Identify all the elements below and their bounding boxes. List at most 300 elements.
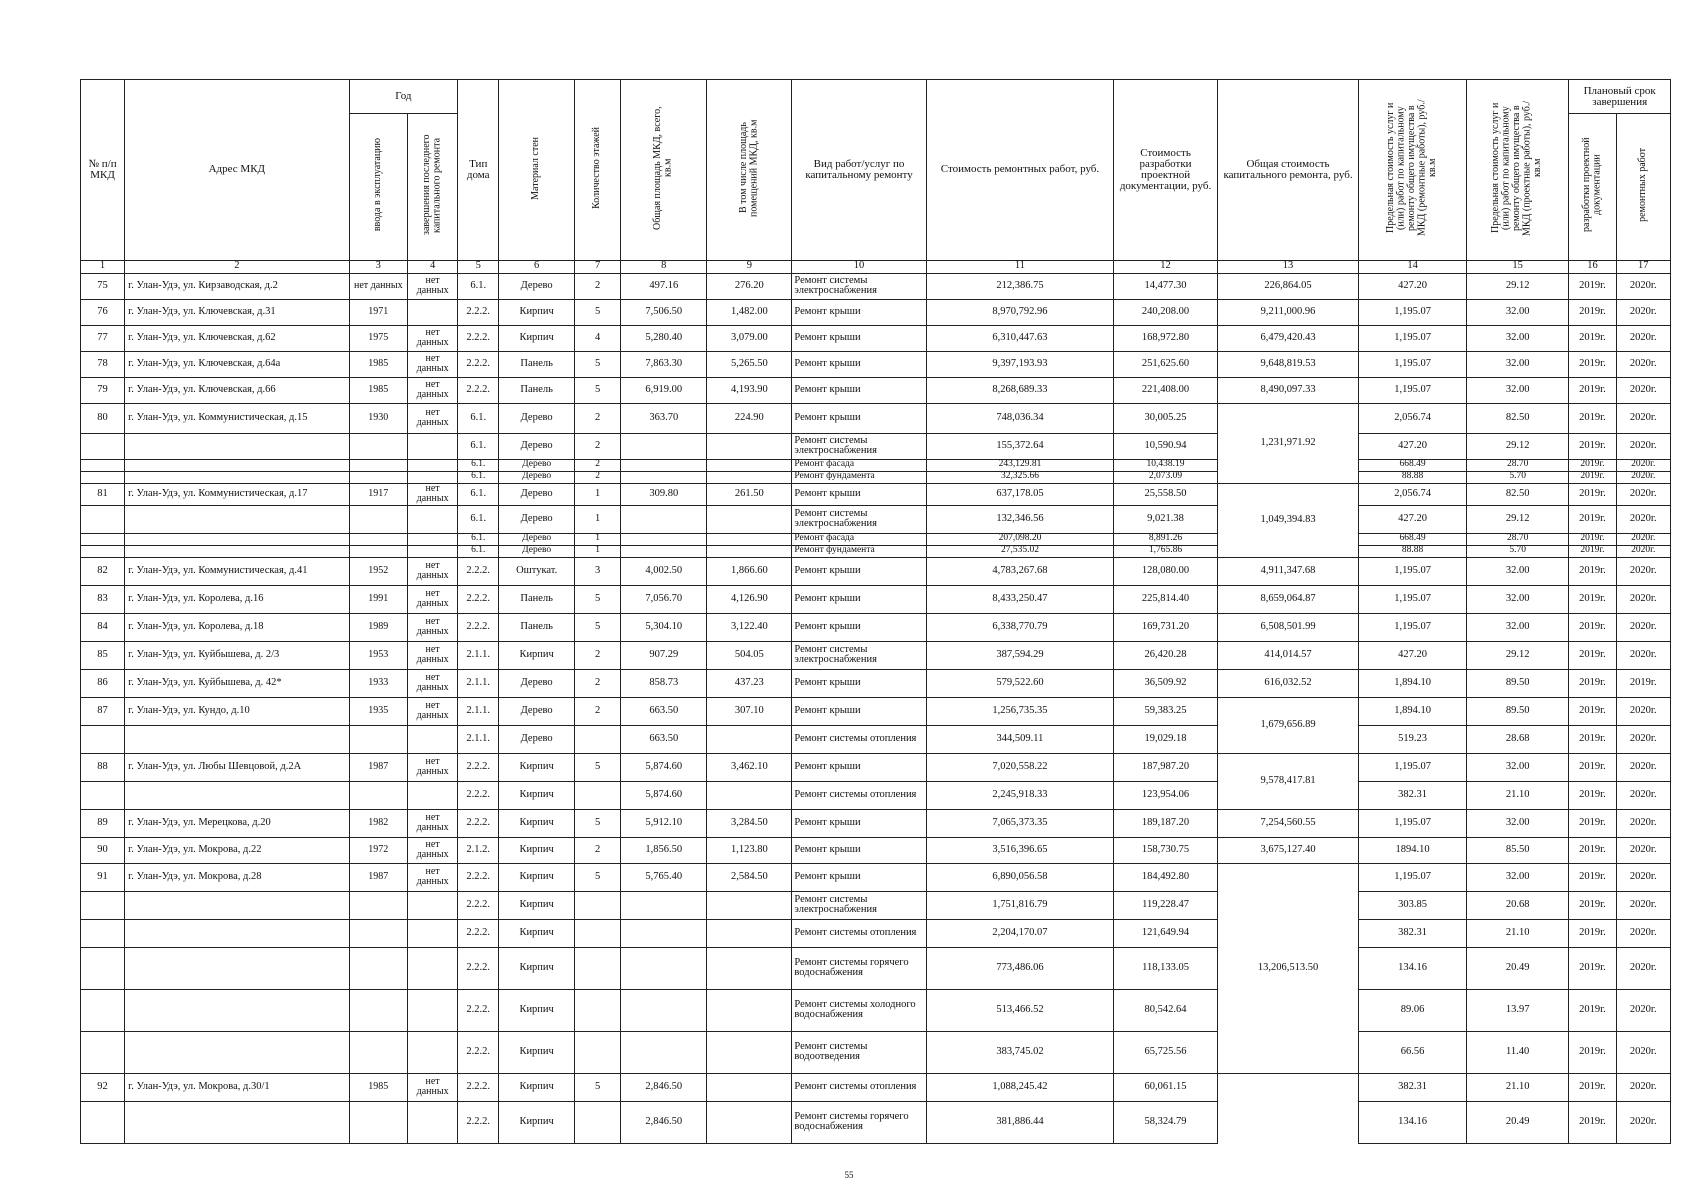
cell-num	[81, 1101, 125, 1143]
cell-address	[125, 505, 350, 533]
cell-deadline-design: 2019г.	[1569, 273, 1616, 299]
cell-work-type: Ремонт фасада	[792, 533, 926, 545]
cell-num: 76	[81, 299, 125, 325]
cell-premises-area	[707, 989, 792, 1031]
cell-repair-cost: 207,098.20	[926, 533, 1114, 545]
cell-year-commission	[349, 781, 407, 809]
cell-year-last-repair	[408, 1101, 458, 1143]
cell-total-area: 858.73	[621, 669, 707, 697]
cell-wall-material: Кирпич	[499, 1101, 575, 1143]
table-row	[81, 483, 1671, 505]
cell-limit-design: 28.70	[1466, 459, 1569, 471]
cell-total-cost: 9,578,417.81	[1217, 753, 1358, 809]
cell-premises-area: 1,866.60	[707, 557, 792, 585]
cell-design-cost: 128,080.00	[1114, 557, 1218, 585]
cell-total-cost: 414,014.57	[1217, 641, 1358, 669]
cell-repair-cost: 27,535.02	[926, 545, 1114, 557]
cell-floors: 2	[575, 669, 621, 697]
cell-year-last-repair	[408, 505, 458, 533]
cell-work-type: Ремонт системы отопления	[792, 919, 926, 947]
cell-floors: 5	[575, 585, 621, 613]
cell-deadline-design: 2019г.	[1569, 483, 1616, 505]
cell-repair-cost: 2,245,918.33	[926, 781, 1114, 809]
cell-num: 81	[81, 483, 125, 505]
cell-floors	[575, 989, 621, 1031]
cell-limit-design: 29.12	[1466, 505, 1569, 533]
table-row	[81, 989, 1671, 1031]
capital-repair-table	[80, 79, 1671, 1144]
cell-address: г. Улан-Удэ, ул. Коммунистическая, д.17	[125, 483, 350, 505]
cell-premises-area: 224.90	[707, 403, 792, 433]
cell-premises-area	[707, 1101, 792, 1143]
cell-total-cost: 616,032.52	[1217, 669, 1358, 697]
cell-work-type: Ремонт системы отопления	[792, 781, 926, 809]
cell-address	[125, 1031, 350, 1073]
cell-premises-area	[707, 891, 792, 919]
cell-premises-area: 3,079.00	[707, 325, 792, 351]
column-number: 11	[926, 260, 1114, 273]
cell-num	[81, 989, 125, 1031]
table-row	[81, 725, 1671, 753]
cell-premises-area: 261.50	[707, 483, 792, 505]
cell-deadline-design: 2019г.	[1569, 585, 1616, 613]
cell-total-cost: 8,490,097.33	[1217, 377, 1358, 403]
cell-deadline-repair: 2020г.	[1616, 697, 1670, 725]
cell-limit-repair: 2,056.74	[1359, 483, 1467, 505]
cell-house-type: 6.1.	[458, 545, 499, 557]
cell-deadline-repair: 2020г.	[1616, 433, 1670, 459]
cell-house-type: 2.2.2.	[458, 891, 499, 919]
cell-design-cost: 59,383.25	[1114, 697, 1218, 725]
cell-total-area: 5,304.10	[621, 613, 707, 641]
table-row	[81, 403, 1671, 433]
cell-limit-design: 29.12	[1466, 433, 1569, 459]
cell-address: г. Улан-Удэ, ул. Кундо, д.10	[125, 697, 350, 725]
table-row	[81, 377, 1671, 403]
cell-house-type: 2.2.2.	[458, 753, 499, 781]
cell-floors	[575, 781, 621, 809]
cell-limit-design: 32.00	[1466, 863, 1569, 891]
cell-address	[125, 1101, 350, 1143]
cell-total-cost: 1,231,971.92	[1217, 403, 1358, 483]
cell-work-type: Ремонт системы электроснабжения	[792, 641, 926, 669]
cell-floors: 5	[575, 351, 621, 377]
cell-num: 79	[81, 377, 125, 403]
cell-deadline-design: 2019г.	[1569, 725, 1616, 753]
header-total-cost: Общая стоимость капитального ремонта, руб.	[1217, 80, 1358, 261]
cell-year-commission: 1935	[349, 697, 407, 725]
cell-floors	[575, 725, 621, 753]
cell-house-type: 2.2.2.	[458, 613, 499, 641]
cell-repair-cost: 155,372.64	[926, 433, 1114, 459]
header-limit-design: Предельная стоимость услуг и (или) работ по капитальному ремонту общего имущества в МКД (проектные работы), руб./кв.м	[1466, 80, 1569, 261]
cell-limit-repair: 1,195.07	[1359, 299, 1467, 325]
cell-premises-area	[707, 919, 792, 947]
cell-year-last-repair: нет данных	[408, 273, 458, 299]
cell-address: г. Улан-Удэ, ул. Ключевская, д.66	[125, 377, 350, 403]
cell-limit-repair: 382.31	[1359, 919, 1467, 947]
cell-num: 85	[81, 641, 125, 669]
cell-total-area: 1,856.50	[621, 837, 707, 863]
cell-work-type: Ремонт системы горячего водоснабжения	[792, 947, 926, 989]
cell-num	[81, 471, 125, 483]
cell-deadline-design: 2019г.	[1569, 1031, 1616, 1073]
cell-premises-area	[707, 471, 792, 483]
cell-repair-cost: 637,178.05	[926, 483, 1114, 505]
cell-premises-area	[707, 725, 792, 753]
cell-limit-design: 20.49	[1466, 1101, 1569, 1143]
cell-design-cost: 221,408.00	[1114, 377, 1218, 403]
cell-year-commission	[349, 433, 407, 459]
cell-year-commission	[349, 891, 407, 919]
table-body	[81, 273, 1671, 1143]
cell-repair-cost: 8,970,792.96	[926, 299, 1114, 325]
cell-address: г. Улан-Удэ, ул. Мокрова, д.22	[125, 837, 350, 863]
table-row	[81, 557, 1671, 585]
cell-deadline-repair: 2020г.	[1616, 863, 1670, 891]
cell-floors: 2	[575, 471, 621, 483]
cell-total-area: 7,863.30	[621, 351, 707, 377]
cell-year-last-repair: нет данных	[408, 697, 458, 725]
cell-repair-cost: 32,325.66	[926, 471, 1114, 483]
cell-deadline-design: 2019г.	[1569, 377, 1616, 403]
cell-deadline-repair: 2020г.	[1616, 325, 1670, 351]
cell-work-type: Ремонт системы водоотведения	[792, 1031, 926, 1073]
cell-limit-repair: 668.49	[1359, 459, 1467, 471]
cell-year-commission	[349, 1101, 407, 1143]
cell-limit-design: 32.00	[1466, 585, 1569, 613]
cell-num: 75	[81, 273, 125, 299]
cell-work-type: Ремонт фундамента	[792, 545, 926, 557]
cell-design-cost: 60,061.15	[1114, 1073, 1218, 1101]
cell-total-area: 6,919.00	[621, 377, 707, 403]
cell-year-last-repair: нет данных	[408, 641, 458, 669]
cell-work-type: Ремонт крыши	[792, 557, 926, 585]
cell-work-type: Ремонт системы электроснабжения	[792, 273, 926, 299]
cell-year-last-repair	[408, 781, 458, 809]
cell-deadline-design: 2019г.	[1569, 459, 1616, 471]
cell-deadline-repair: 2020г.	[1616, 613, 1670, 641]
cell-year-commission: 1985	[349, 377, 407, 403]
table-row	[81, 299, 1671, 325]
cell-total-area	[621, 545, 707, 557]
cell-work-type: Ремонт крыши	[792, 483, 926, 505]
cell-year-last-repair	[408, 433, 458, 459]
cell-house-type: 2.1.1.	[458, 697, 499, 725]
cell-year-commission: 1985	[349, 351, 407, 377]
cell-house-type: 2.2.2.	[458, 377, 499, 403]
cell-total-area	[621, 989, 707, 1031]
cell-floors: 5	[575, 753, 621, 781]
cell-house-type: 2.2.2.	[458, 299, 499, 325]
cell-premises-area	[707, 505, 792, 533]
cell-year-commission: 1982	[349, 809, 407, 837]
header-repair-cost: Стоимость ремонтных работ, руб.	[926, 80, 1114, 261]
cell-num	[81, 725, 125, 753]
cell-design-cost: 26,420.28	[1114, 641, 1218, 669]
cell-house-type: 2.2.2.	[458, 1031, 499, 1073]
cell-work-type: Ремонт системы электроснабжения	[792, 433, 926, 459]
cell-year-last-repair: нет данных	[408, 483, 458, 505]
cell-deadline-design: 2019г.	[1569, 299, 1616, 325]
cell-year-last-repair: нет данных	[408, 585, 458, 613]
cell-limit-repair: 427.20	[1359, 433, 1467, 459]
cell-wall-material: Кирпич	[499, 947, 575, 989]
cell-limit-repair: 1,195.07	[1359, 377, 1467, 403]
table-row	[81, 947, 1671, 989]
header-limit-repair: Предельная стоимость услуг и (или) работ по капитальному ремонту общего имущества в МКД (ремонтные работы), руб./кв.м	[1359, 80, 1467, 261]
cell-premises-area	[707, 545, 792, 557]
cell-deadline-repair: 2020г.	[1616, 459, 1670, 471]
cell-house-type: 2.2.2.	[458, 1073, 499, 1101]
cell-total-area	[621, 919, 707, 947]
cell-year-last-repair	[408, 989, 458, 1031]
cell-year-commission	[349, 533, 407, 545]
cell-work-type: Ремонт крыши	[792, 809, 926, 837]
cell-total-area: 5,874.60	[621, 781, 707, 809]
cell-num: 82	[81, 557, 125, 585]
cell-deadline-repair: 2020г.	[1616, 545, 1670, 557]
cell-design-cost: 14,477.30	[1114, 273, 1218, 299]
cell-total-cost: 6,479,420.43	[1217, 325, 1358, 351]
cell-repair-cost: 8,268,689.33	[926, 377, 1114, 403]
cell-design-cost: 10,438.19	[1114, 459, 1218, 471]
cell-work-type: Ремонт крыши	[792, 377, 926, 403]
cell-deadline-design: 2019г.	[1569, 533, 1616, 545]
cell-premises-area: 3,284.50	[707, 809, 792, 837]
cell-design-cost: 119,228.47	[1114, 891, 1218, 919]
cell-num	[81, 433, 125, 459]
cell-limit-design: 32.00	[1466, 809, 1569, 837]
cell-limit-design: 5.70	[1466, 545, 1569, 557]
cell-deadline-repair: 2020г.	[1616, 585, 1670, 613]
header-year-commission: ввода в эксплуатацию	[349, 114, 407, 261]
cell-repair-cost: 4,783,267.68	[926, 557, 1114, 585]
header-wall-material: Материал стен	[499, 80, 575, 261]
cell-repair-cost: 748,036.34	[926, 403, 1114, 433]
cell-total-cost: 3,675,127.40	[1217, 837, 1358, 863]
cell-limit-repair: 88.88	[1359, 545, 1467, 557]
cell-total-area	[621, 433, 707, 459]
cell-design-cost: 251,625.60	[1114, 351, 1218, 377]
cell-premises-area: 4,193.90	[707, 377, 792, 403]
table-row	[81, 585, 1671, 613]
cell-deadline-repair: 2019г.	[1616, 669, 1670, 697]
cell-year-last-repair: нет данных	[408, 669, 458, 697]
cell-deadline-repair: 2020г.	[1616, 947, 1670, 989]
column-number: 8	[621, 260, 707, 273]
cell-address: г. Улан-Удэ, ул. Мокрова, д.30/1	[125, 1073, 350, 1101]
cell-floors: 5	[575, 377, 621, 403]
cell-limit-design: 21.10	[1466, 781, 1569, 809]
column-number: 14	[1359, 260, 1467, 273]
cell-deadline-repair: 2020г.	[1616, 557, 1670, 585]
cell-floors: 5	[575, 299, 621, 325]
cell-work-type: Ремонт крыши	[792, 753, 926, 781]
cell-year-commission: 1971	[349, 299, 407, 325]
table-row	[81, 471, 1671, 483]
cell-premises-area: 307.10	[707, 697, 792, 725]
cell-work-type: Ремонт крыши	[792, 325, 926, 351]
cell-house-type: 6.1.	[458, 433, 499, 459]
cell-deadline-design: 2019г.	[1569, 989, 1616, 1031]
cell-total-area	[621, 459, 707, 471]
cell-wall-material: Кирпич	[499, 641, 575, 669]
cell-deadline-repair: 2020г.	[1616, 403, 1670, 433]
cell-num: 77	[81, 325, 125, 351]
cell-limit-design: 28.70	[1466, 533, 1569, 545]
cell-deadline-design: 2019г.	[1569, 1101, 1616, 1143]
cell-year-commission	[349, 545, 407, 557]
cell-address: г. Улан-Удэ, ул. Ключевская, д.31	[125, 299, 350, 325]
cell-wall-material: Кирпич	[499, 863, 575, 891]
cell-year-commission: 1930	[349, 403, 407, 433]
cell-total-area: 5,280.40	[621, 325, 707, 351]
cell-premises-area: 504.05	[707, 641, 792, 669]
cell-floors: 4	[575, 325, 621, 351]
cell-year-commission: 1953	[349, 641, 407, 669]
table-row	[81, 533, 1671, 545]
cell-floors	[575, 891, 621, 919]
header-work-type: Вид работ/услуг по капитальному ремонту	[792, 80, 926, 261]
cell-total-cost: 4,911,347.68	[1217, 557, 1358, 585]
cell-year-commission: нет данных	[349, 273, 407, 299]
cell-limit-design: 13.97	[1466, 989, 1569, 1031]
table-row	[81, 641, 1671, 669]
cell-premises-area: 2,584.50	[707, 863, 792, 891]
cell-year-commission	[349, 919, 407, 947]
cell-address	[125, 545, 350, 557]
table-row	[81, 669, 1671, 697]
cell-deadline-design: 2019г.	[1569, 325, 1616, 351]
cell-work-type: Ремонт системы электроснабжения	[792, 891, 926, 919]
cell-year-last-repair: нет данных	[408, 613, 458, 641]
cell-deadline-repair: 2020г.	[1616, 273, 1670, 299]
cell-address	[125, 433, 350, 459]
cell-total-cost: 1,679,656.89	[1217, 697, 1358, 753]
cell-premises-area	[707, 1031, 792, 1073]
cell-address: г. Улан-Удэ, ул. Коммунистическая, д.41	[125, 557, 350, 585]
table-row	[81, 325, 1671, 351]
cell-total-cost: 1,049,394.83	[1217, 483, 1358, 557]
cell-premises-area: 1,123.80	[707, 837, 792, 863]
cell-deadline-repair: 2020г.	[1616, 919, 1670, 947]
cell-year-last-repair	[408, 725, 458, 753]
cell-floors: 2	[575, 403, 621, 433]
cell-wall-material: Кирпич	[499, 809, 575, 837]
cell-wall-material: Панель	[499, 613, 575, 641]
cell-repair-cost: 1,088,245.42	[926, 1073, 1114, 1101]
cell-design-cost: 10,590.94	[1114, 433, 1218, 459]
cell-num	[81, 505, 125, 533]
cell-house-type: 2.2.2.	[458, 809, 499, 837]
cell-total-area	[621, 533, 707, 545]
table-row	[81, 1031, 1671, 1073]
cell-total-area: 2,846.50	[621, 1073, 707, 1101]
cell-house-type: 2.2.2.	[458, 557, 499, 585]
cell-premises-area	[707, 1073, 792, 1101]
cell-floors	[575, 1101, 621, 1143]
cell-year-last-repair	[408, 471, 458, 483]
cell-deadline-repair: 2020г.	[1616, 781, 1670, 809]
cell-deadline-repair: 2020г.	[1616, 483, 1670, 505]
cell-num: 78	[81, 351, 125, 377]
cell-address: г. Улан-Удэ, ул. Кирзаводская, д.2	[125, 273, 350, 299]
cell-address: г. Улан-Удэ, ул. Куйбышева, д. 42*	[125, 669, 350, 697]
cell-design-cost: 123,954.06	[1114, 781, 1218, 809]
table-row	[81, 753, 1671, 781]
cell-total-area: 7,056.70	[621, 585, 707, 613]
header-deadline: Плановый срок завершения	[1569, 80, 1671, 114]
cell-total-area	[621, 505, 707, 533]
cell-deadline-repair: 2020г.	[1616, 753, 1670, 781]
cell-address	[125, 725, 350, 753]
cell-wall-material: Кирпич	[499, 837, 575, 863]
cell-wall-material: Кирпич	[499, 989, 575, 1031]
cell-address	[125, 891, 350, 919]
cell-address: г. Улан-Удэ, ул. Любы Шевцовой, д.2А	[125, 753, 350, 781]
cell-limit-design: 32.00	[1466, 351, 1569, 377]
cell-deadline-repair: 2020г.	[1616, 809, 1670, 837]
cell-limit-repair: 1,195.07	[1359, 753, 1467, 781]
cell-total-area: 363.70	[621, 403, 707, 433]
cell-deadline-repair: 2020г.	[1616, 299, 1670, 325]
cell-house-type: 2.2.2.	[458, 781, 499, 809]
column-number: 1	[81, 260, 125, 273]
cell-total-area: 497.16	[621, 273, 707, 299]
cell-year-commission: 1952	[349, 557, 407, 585]
cell-address	[125, 471, 350, 483]
cell-premises-area: 3,122.40	[707, 613, 792, 641]
cell-work-type: Ремонт фасада	[792, 459, 926, 471]
cell-design-cost: 225,814.40	[1114, 585, 1218, 613]
cell-house-type: 6.1.	[458, 505, 499, 533]
table-row	[81, 809, 1671, 837]
cell-work-type: Ремонт фундамента	[792, 471, 926, 483]
cell-limit-design: 32.00	[1466, 613, 1569, 641]
table-row	[81, 1101, 1671, 1143]
cell-deadline-design: 2019г.	[1569, 613, 1616, 641]
cell-work-type: Ремонт крыши	[792, 697, 926, 725]
cell-year-commission	[349, 459, 407, 471]
cell-deadline-repair: 2020г.	[1616, 533, 1670, 545]
header-year: Год	[349, 80, 458, 114]
cell-wall-material: Кирпич	[499, 781, 575, 809]
column-number: 15	[1466, 260, 1569, 273]
column-number: 13	[1217, 260, 1358, 273]
table-row	[81, 613, 1671, 641]
cell-floors	[575, 919, 621, 947]
cell-limit-repair: 1,195.07	[1359, 557, 1467, 585]
cell-year-last-repair	[408, 299, 458, 325]
cell-design-cost: 189,187.20	[1114, 809, 1218, 837]
cell-repair-cost: 1,256,735.35	[926, 697, 1114, 725]
column-number-row	[81, 260, 1671, 273]
cell-repair-cost: 383,745.02	[926, 1031, 1114, 1073]
cell-house-type: 6.1.	[458, 533, 499, 545]
cell-address: г. Улан-Удэ, ул. Ключевская, д.64а	[125, 351, 350, 377]
cell-work-type: Ремонт крыши	[792, 585, 926, 613]
column-number: 2	[125, 260, 350, 273]
cell-limit-repair: 1,195.07	[1359, 863, 1467, 891]
cell-year-last-repair: нет данных	[408, 1073, 458, 1101]
cell-year-commission	[349, 725, 407, 753]
cell-floors: 5	[575, 863, 621, 891]
cell-work-type: Ремонт крыши	[792, 863, 926, 891]
cell-year-commission: 1987	[349, 863, 407, 891]
cell-work-type: Ремонт системы отопления	[792, 725, 926, 753]
cell-wall-material: Дерево	[499, 471, 575, 483]
